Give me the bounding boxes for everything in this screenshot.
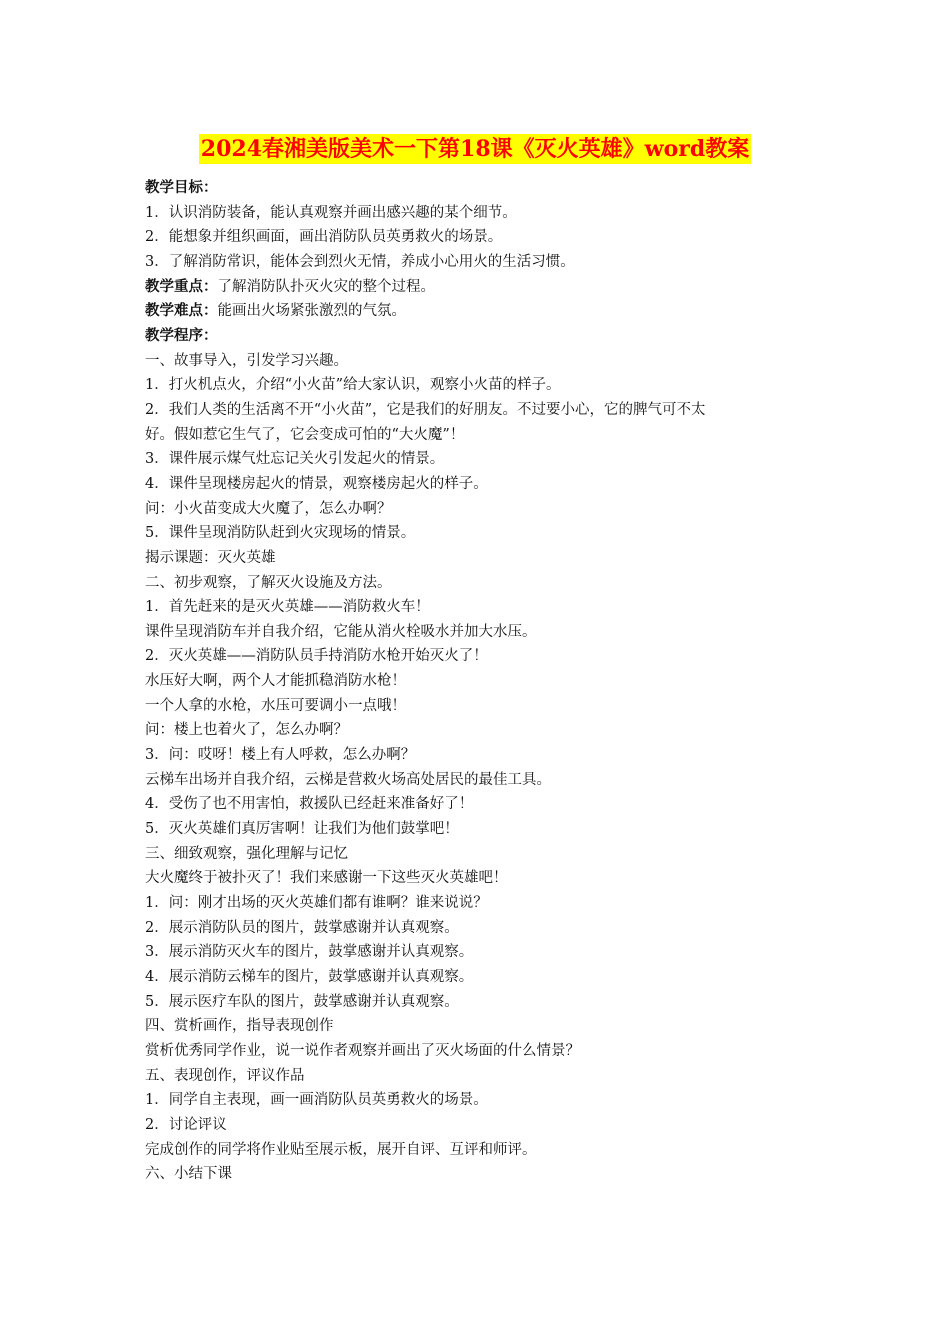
procedure-line: 4．课件呈现楼房起火的情景，观察楼房起火的样子。 — [145, 475, 488, 492]
objective-line: 3．了解消防常识，能体会到烈火无情，养成小心用火的生活习惯。 — [145, 253, 575, 270]
procedure-line: 1．首先赶来的是灭火英雄——消防救火车！ — [145, 599, 430, 616]
procedure-line: 完成创作的同学将作业贴至展示板，展开自评、互评和师评。 — [145, 1141, 537, 1158]
key-point-label: 教学重点： — [145, 277, 218, 295]
procedure-line: 赏析优秀同学作业，说一说作者观察并画出了灭火场面的什么情景？ — [145, 1042, 580, 1059]
procedure-line: 五、表现创作，评议作品 — [145, 1067, 305, 1084]
procedure-line: 5．灭火英雄们真厉害啊！让我们为他们鼓掌吧！ — [145, 821, 459, 838]
procedure-line: 课件呈现消防车并自我介绍，它能从消火栓吸水并加大水压。 — [145, 623, 537, 640]
title-container — [0, 134, 950, 164]
procedure-line: 4．受伤了也不用害怕，救援队已经赶来准备好了！ — [145, 796, 474, 813]
procedure-line: 揭示课题：灭火英雄 — [145, 549, 276, 566]
procedure-line: 好。假如惹它生气了，它会变成可怕的“大火魔”！ — [145, 426, 465, 443]
procedure-line: 一、故事导入，引发学习兴趣。 — [145, 352, 348, 369]
procedure-line: 云梯车出场并自我介绍，云梯是营救火场高处居民的最佳工具。 — [145, 771, 551, 788]
procedure-line: 大火魔终于被扑灭了！我们来感谢一下这些灭火英雄吧！ — [145, 870, 508, 887]
key-point-text: 了解消防队扑灭火灾的整个过程。 — [217, 278, 435, 295]
document-body — [145, 176, 815, 1187]
procedure-line: 问：楼上也着火了，怎么办啊？ — [145, 722, 348, 739]
procedure-line: 一个人拿的水枪，水压可要调小一点哦！ — [145, 697, 406, 714]
procedure-heading: 教学程序： — [145, 326, 218, 344]
procedure-line: 3．问：哎呀！楼上有人呼救，怎么办啊？ — [145, 747, 416, 764]
document-title: 2024春湘美版美术一下第18课《灭火英雄》word教案 — [200, 136, 750, 162]
difficulty-line — [145, 299, 815, 324]
difficulty-label: 教学难点： — [145, 302, 218, 320]
procedure-line: 1．问：刚才出场的灭火英雄们都有谁啊？谁来说说？ — [145, 895, 488, 912]
procedure-line: 2．灭火英雄——消防队员手持消防水枪开始灭火了！ — [145, 648, 488, 665]
procedure-line: 2．我们人类的生活离不开“小火苗”，它是我们的好朋友。不过要小心，它的脾气可不太 — [145, 401, 706, 418]
procedure-line: 三、细致观察，强化理解与记忆 — [145, 845, 348, 862]
difficulty-text: 能画出火场紧张激烈的气氛。 — [217, 303, 406, 320]
procedure-line: 问：小火苗变成大火魔了，怎么办啊？ — [145, 500, 392, 517]
procedure-line: 1．同学自主表现，画一画消防队员英勇救火的场景。 — [145, 1092, 488, 1109]
procedure-line: 2．讨论评议 — [145, 1116, 227, 1133]
objective-line: 1．认识消防装备，能认真观察并画出感兴趣的某个细节。 — [145, 204, 517, 221]
procedure-line: 3．课件展示煤气灶忘记关火引发起火的情景。 — [145, 451, 445, 468]
procedure-line: 2．展示消防队员的图片，鼓掌感谢并认真观察。 — [145, 919, 459, 936]
objective-line: 2．能想象并组织画面，画出消防队员英勇救火的场景。 — [145, 229, 503, 246]
procedure-line: 3．展示消防灭火车的图片，鼓掌感谢并认真观察。 — [145, 944, 474, 961]
key-point-line — [145, 275, 815, 300]
procedure-line: 水压好大啊，两个人才能抓稳消防水枪！ — [145, 673, 406, 690]
procedure-line: 二、初步观察，了解灭火设施及方法。 — [145, 574, 392, 591]
procedure-line: 4．展示消防云梯车的图片，鼓掌感谢并认真观察。 — [145, 969, 474, 985]
objectives-heading: 教学目标： — [145, 179, 218, 196]
procedure-line: 1．打火机点火，介绍“小火苗”给大家认识，观察小火苗的样子。 — [145, 377, 561, 394]
procedure-line: 六、小结下课 — [145, 1166, 232, 1183]
procedure-line: 5．课件呈现消防队赶到火灾现场的情景。 — [145, 525, 416, 542]
procedure-line: 5．展示医疗车队的图片，鼓掌感谢并认真观察。 — [145, 993, 459, 1010]
procedure-line: 四、赏析画作，指导表现创作 — [145, 1018, 334, 1035]
